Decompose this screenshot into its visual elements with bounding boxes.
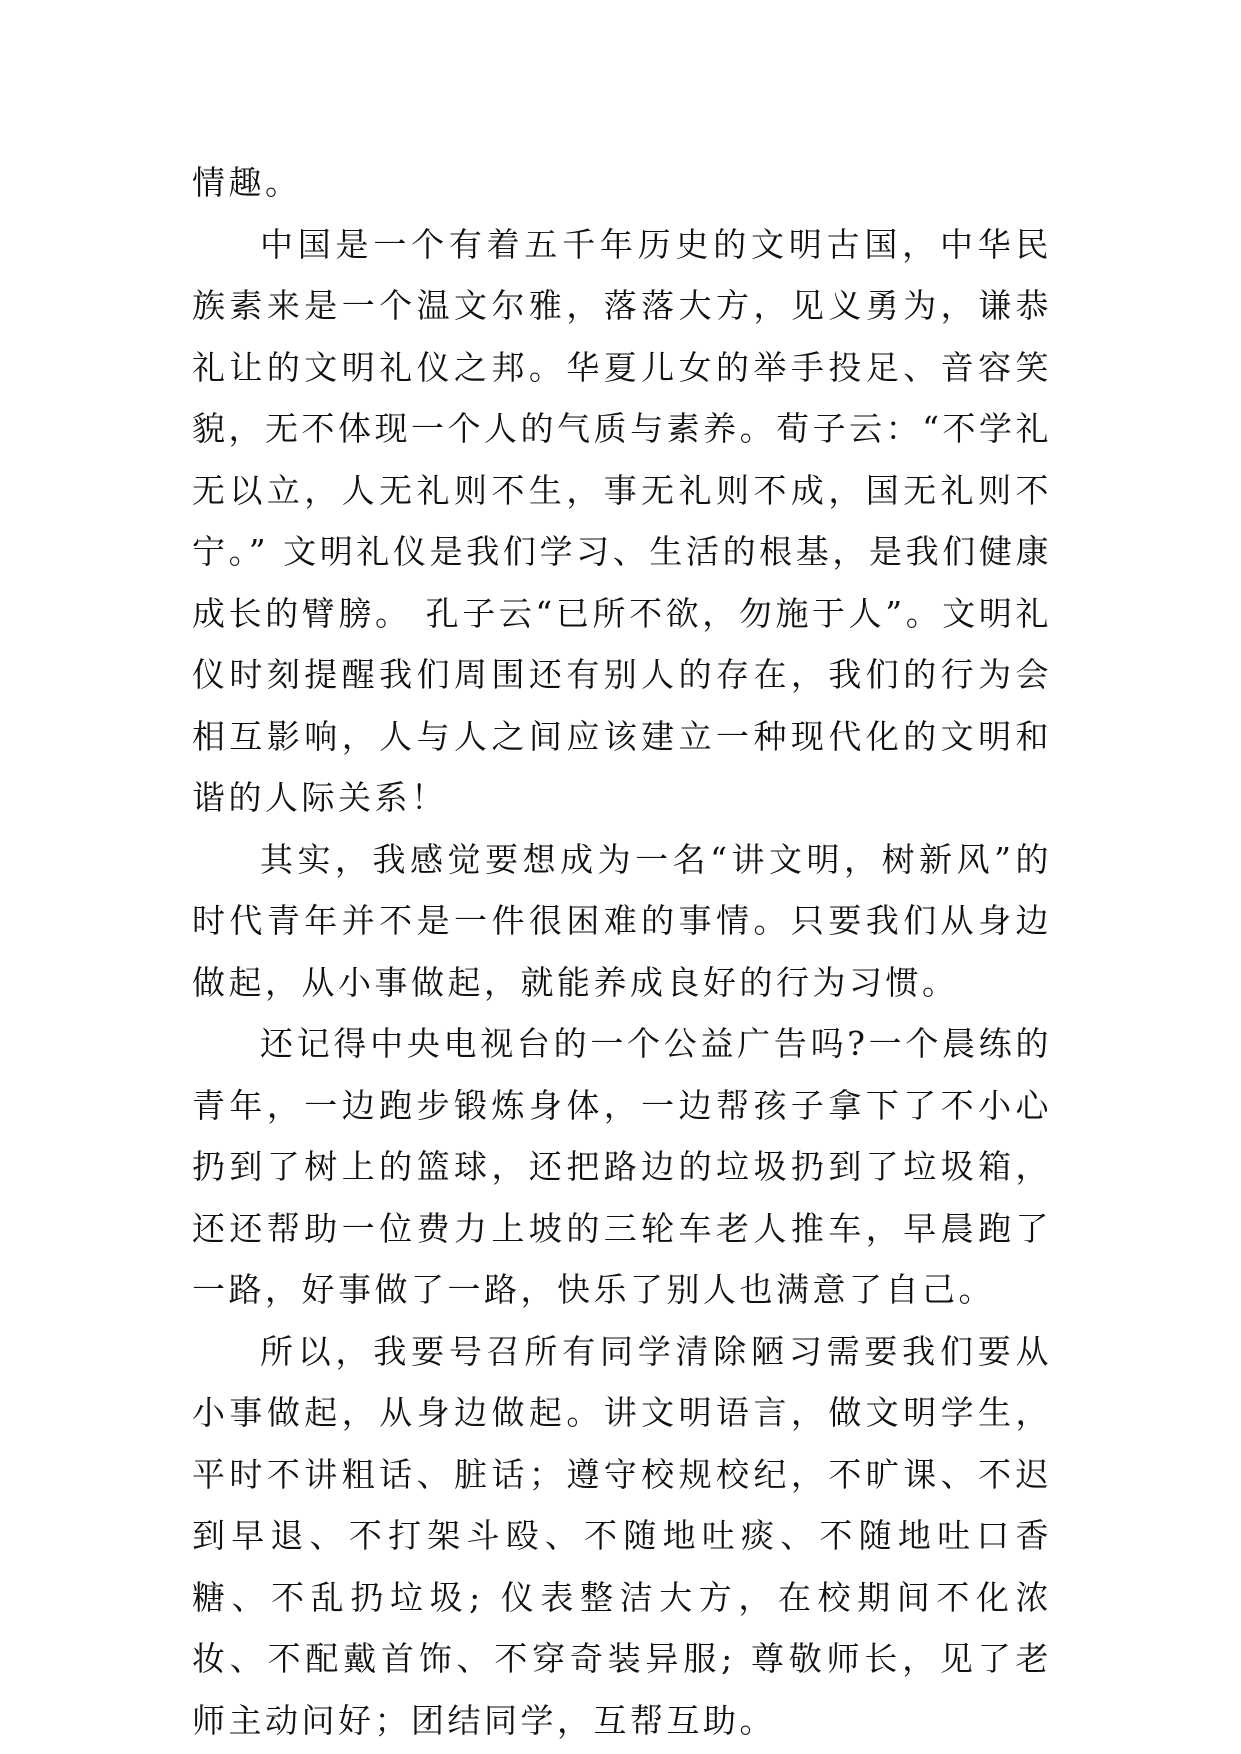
paragraph-habits: 其实，我感觉要想成为一名“讲文明，树新风”的时代青年并不是一件很困难的事情。只要我们从身边做起，从小事做起，就能养成良好的行为习惯。 bbox=[192, 839, 1052, 1002]
paragraph-continuation: 情趣。 bbox=[192, 163, 302, 202]
paragraph-public-ad: 还记得中央电视台的一个公益广告吗?一个晨练的青年，一边跑步锻炼身体，一边帮孩子拿下了不小心扔到了树上的篮球，还把路边的垃圾扔到了垃圾箱，还还帮助一位费力上坡的三轮车老人推车，早晨跑了一路，好事做了一路，快乐了别人也满意了自己。 bbox=[192, 1024, 1052, 1309]
document-body bbox=[192, 152, 1052, 1751]
paragraph-civilization: 中国是一个有着五千年历史的文明古国，中华民族素来是一个温文尔雅，落落大方，见义勇为，谦恭礼让的文明礼仪之邦。华夏儿女的举手投足、音容笑貌，无不体现一个人的气质与素养。荀子云：“不学礼无以立，人无礼则不生，事无礼则不成，国无礼则不宁。” 文明礼仪是我们学习、生活的根基，是我们健康成长的臂膀。 孔子云“已所不欲，勿施于人”。文明礼仪时刻提醒我们周围还有别人的存在，我们的行为会相互影响，人与人之间应该建立一种现代化的文明和谐的人际关系！ bbox=[192, 224, 1052, 817]
paragraph-call-to-action: 所以，我要号召所有同学清除陋习需要我们要从小事做起，从身边做起。讲文明语言，做文明学生，平时不讲粗话、脏话；遵守校规校纪，不旷课、不迟到早退、不打架斗殴、不随地吐痰、不随地吐口香糖、不乱扔垃圾; 仪表整洁大方，在校期间不化浓妆、不配戴首饰、不穿奇装异服; 尊敬师长，见了老师主动问好；团结同学，互帮互助。 bbox=[192, 1331, 1052, 1740]
